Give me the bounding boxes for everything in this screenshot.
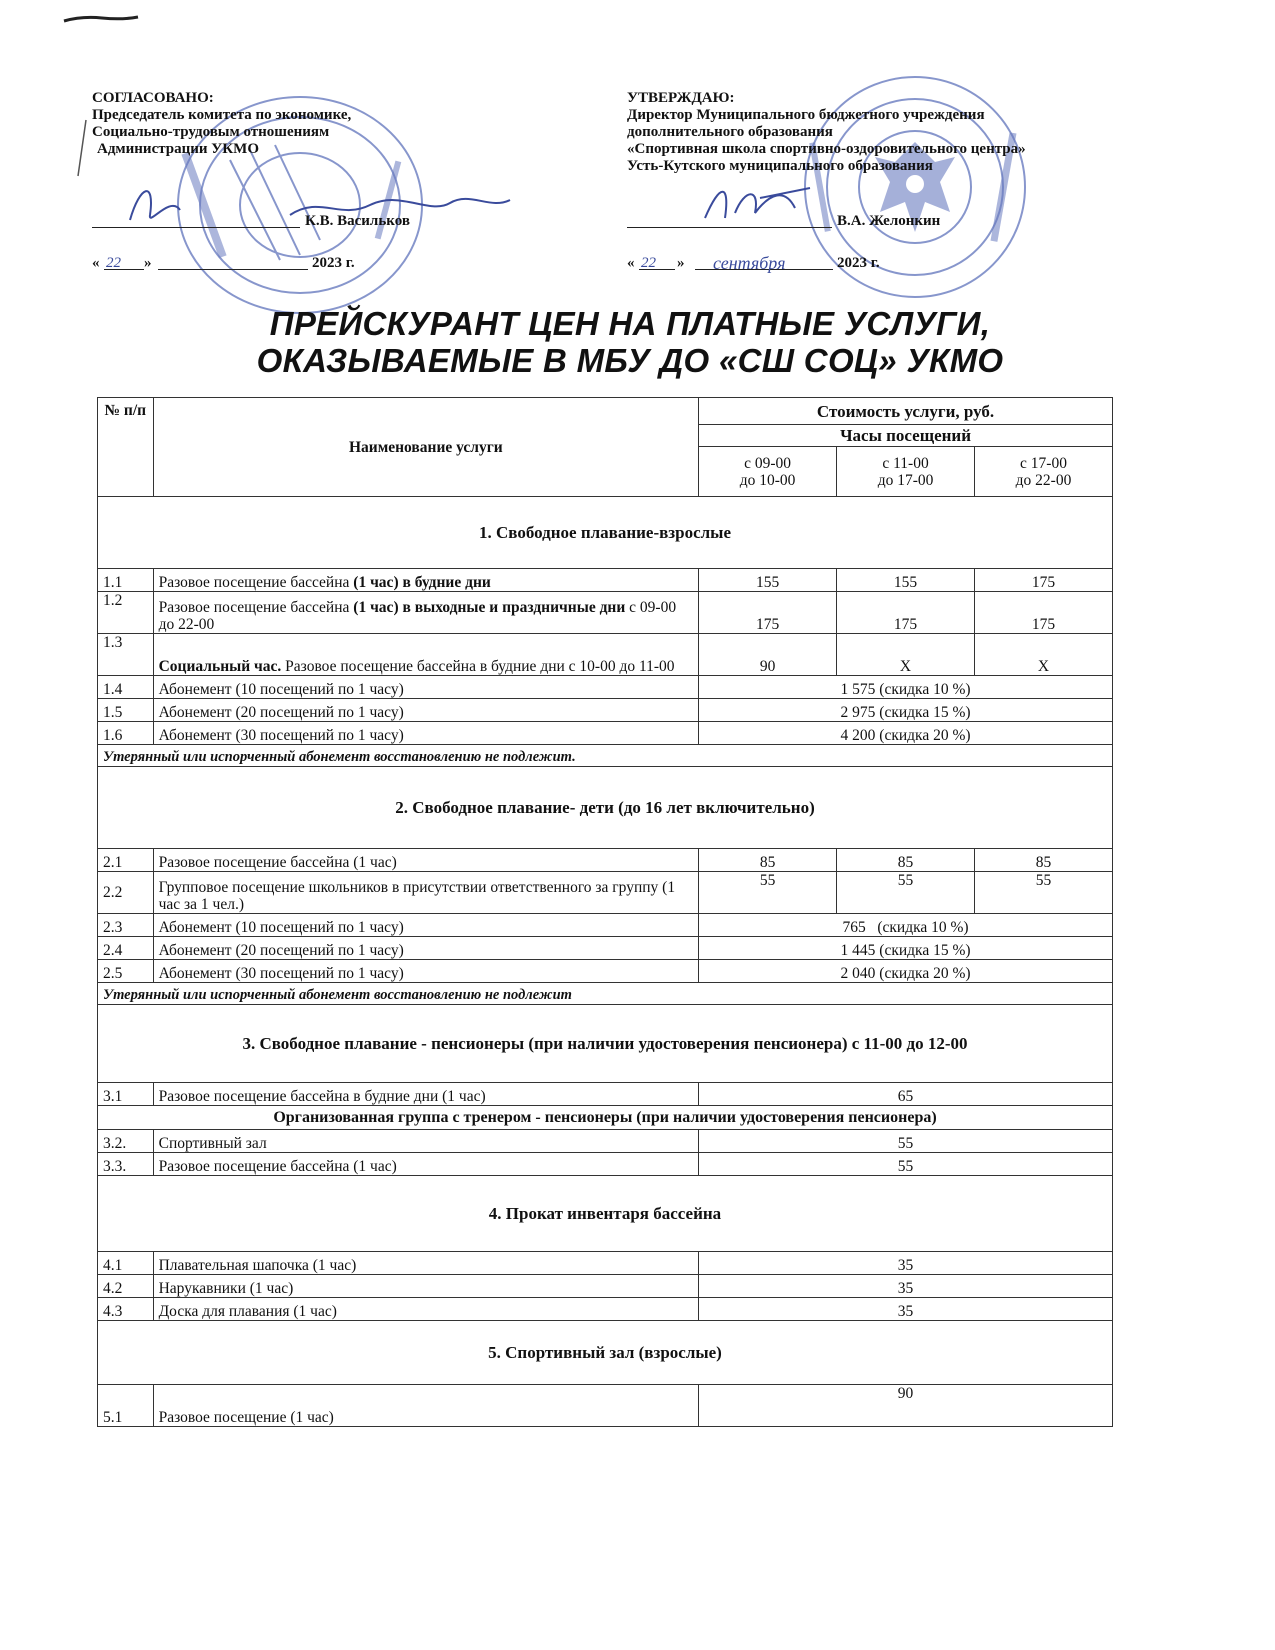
price-cell: Х [975,634,1113,676]
price-cell: 55 [837,872,975,914]
price-cell: 765 (скидка 10 %) [699,914,1113,937]
row-num: 1.4 [98,676,154,699]
table-row [98,1298,1113,1321]
row-name-part: Разовое посещение бассейна в будние дни с 10-00 до 11-00 [281,658,675,675]
section-1-note: Утерянный или испорченный абонемент восстановлению не подлежит. [98,745,1113,767]
row-num: 4.2 [98,1275,154,1298]
section-4-title: 4. Прокат инвентаря бассейна [98,1176,1113,1252]
section-2-note: Утерянный или испорченный абонемент восстановлению не подлежит [98,983,1113,1005]
date-quote-close: » [677,255,685,271]
table-row [98,872,1113,914]
approval-right-date [627,254,1107,272]
price-cell: 90 [699,634,837,676]
approval-right-org: «Спортивная школа спортивно-оздоровительного центра» [627,141,1026,157]
price-cell: 175 [975,569,1113,592]
date-month-line [158,269,308,270]
row-num: 2.3 [98,914,154,937]
table-row [98,634,1113,676]
price-cell: 55 [699,1130,1113,1153]
section-2-title: 2. Свободное плавание- дети (до 16 лет включительно) [98,767,1113,849]
table-row [98,676,1113,699]
table-row [98,722,1113,745]
price-cell: 175 [837,592,975,634]
price-cell: 155 [699,569,837,592]
table-row [98,569,1113,592]
approval-left-date [92,254,492,272]
row-name: Спортивный зал [153,1130,698,1153]
approval-left-signer: К.В. Васильков [305,213,410,229]
row-name [153,634,698,676]
approval-right-block [627,90,1107,272]
table-row [98,1130,1113,1153]
price-cell: 2 040 (скидка 20 %) [699,960,1113,983]
section-row [98,1321,1113,1385]
slot-3-from: с 17-00 [1020,454,1067,472]
row-num: 2.2 [98,872,154,914]
price-cell: 55 [975,872,1113,914]
table-row [98,960,1113,983]
header-num: № п/п [98,398,154,497]
price-cell: 35 [699,1298,1113,1321]
price-cell: 1 575 (скидка 10 %) [699,676,1113,699]
table-row [98,699,1113,722]
price-cell: 90 [699,1385,1113,1427]
section-3-subheader: Организованная группа с тренером - пенсионеры (при наличии удостоверения пенсионера) [98,1106,1113,1130]
price-cell: 1 445 (скидка 15 %) [699,937,1113,960]
section-3-title: 3. Свободное плавание - пенсионеры (при наличии удостоверения пенсионера) с 11-00 до 12-00 [98,1005,1113,1083]
note-row [98,983,1113,1005]
section-1-title: 1. Свободное плавание-взрослые [98,497,1113,569]
row-num: 4.3 [98,1298,154,1321]
row-num: 2.4 [98,937,154,960]
left-handwritten-signature [110,175,520,235]
approval-right-date-month: сентября [713,253,786,273]
price-cell: 55 [699,872,837,914]
date-quote-open: « [627,255,635,271]
date-quote-open: « [92,255,100,271]
row-name-bold: (1 час) в будние дни [349,574,491,591]
row-name: Разовое посещение (1 час) [153,1385,698,1427]
page-title [150,305,1110,379]
row-name: Разовое посещение бассейна (1 час) [153,1153,698,1176]
header-name: Наименование услуги [153,398,698,497]
slot-3-to: до 22-00 [1015,471,1072,489]
approval-right-org-2: Усть-Кутского муниципального образования [627,158,933,174]
price-cell: 4 200 (скидка 20 %) [699,722,1113,745]
row-num: 2.1 [98,849,154,872]
approval-right-date-year: 2023 г. [837,255,880,271]
section-5-title: 5. Спортивный зал (взрослые) [98,1321,1113,1385]
row-name-bold: (1 час) в выходные и праздничные дни [349,599,626,616]
table-row [98,937,1113,960]
price-cell: 155 [837,569,975,592]
section-row [98,767,1113,849]
row-num: 3.1 [98,1083,154,1106]
slot-2-to: до 17-00 [877,471,934,489]
row-name: Абонемент (20 посещений по 1 часу) [153,937,698,960]
approval-right-position: Директор Муниципального бюджетного учреждения [627,107,985,123]
approval-right-position-2: дополнительного образования [627,124,833,140]
row-num: 1.3 [98,634,154,676]
date-quote-close: » [144,255,152,271]
approval-left-date-day: 22 [106,255,121,271]
table-row [98,1385,1113,1427]
right-handwritten-signature [700,178,820,228]
price-cell: 35 [699,1252,1113,1275]
table-row [98,1252,1113,1275]
header-slot-1 [699,447,837,497]
row-num: 4.1 [98,1252,154,1275]
approval-left-date-year: 2023 г. [312,255,355,271]
row-num: 1.2 [98,592,154,634]
section-row [98,497,1113,569]
row-name-bold: Социальный час. [158,658,282,675]
row-name: Абонемент (30 посещений по 1 часу) [153,960,698,983]
table-row [98,592,1113,634]
slot-1-from: с 09-00 [744,454,792,472]
price-cell: 2 975 (скидка 15 %) [699,699,1113,722]
row-num: 1.6 [98,722,154,745]
row-name: Разовое посещение бассейна в будние дни (1 час) [153,1083,698,1106]
price-cell: 85 [699,849,837,872]
row-name: Абонемент (20 посещений по 1 часу) [153,699,698,722]
row-name: Групповое посещение школьников в присутствии ответственного за группу (1 час за 1 чел.) [153,872,698,914]
slot-1-to: до 10-00 [739,471,796,489]
slot-2-from: с 11-00 [882,454,929,472]
scan-artifact [74,118,88,178]
scan-artifact [62,12,140,26]
row-num: 5.1 [98,1385,154,1427]
row-num: 2.5 [98,960,154,983]
table-row [98,914,1113,937]
price-cell: 55 [699,1153,1113,1176]
page-title-line-2: ОКАЗЫВАЕМЫЕ В МБУ ДО «СШ СОЦ» УКМО [256,342,1004,379]
row-num: 3.3. [98,1153,154,1176]
row-name: Плавательная шапочка (1 час) [153,1252,698,1275]
approval-left-position-2: Социально-трудовым отношениям [92,124,330,140]
approval-right-heading: УТВЕРЖДАЮ: [627,90,735,106]
price-cell: 175 [699,592,837,634]
row-name [153,569,698,592]
row-name: Доска для плавания (1 час) [153,1298,698,1321]
row-name: Абонемент (10 посещений по 1 часу) [153,914,698,937]
row-name: Нарукавники (1 час) [153,1275,698,1298]
row-name: Абонемент (30 посещений по 1 часу) [153,722,698,745]
approval-left-position: Председатель комитета по экономике, [92,107,352,123]
row-num: 3.2. [98,1130,154,1153]
page-title-line-1: ПРЕЙСКУРАНТ ЦЕН НА ПЛАТНЫЕ УСЛУГИ, [269,305,991,342]
note-row [98,745,1113,767]
row-name: Разовое посещение бассейна (1 час) [153,849,698,872]
header-slot-2 [837,447,975,497]
price-cell: 85 [975,849,1113,872]
row-num: 1.5 [98,699,154,722]
table-row [98,1275,1113,1298]
price-cell: Х [837,634,975,676]
table-row [98,849,1113,872]
header-cost: Стоимость услуги, руб. [699,398,1113,425]
section-row [98,1176,1113,1252]
table-header-row [98,398,1113,425]
approval-right-signer: В.А. Желонкин [837,213,941,229]
price-table [97,397,1113,1427]
approval-left-org: Администрации УКМО [97,141,260,157]
row-num: 1.1 [98,569,154,592]
header-slot-3 [975,447,1113,497]
row-name: Абонемент (10 посещений по 1 часу) [153,676,698,699]
price-cell: 85 [837,849,975,872]
approval-right-date-day: 22 [641,255,656,271]
row-name-part: с 09-00 до 22-00 [158,599,677,633]
row-name-part: Разовое посещение бассейна [158,574,350,591]
subheader-row [98,1106,1113,1130]
approval-left-heading: СОГЛАСОВАНО: [92,90,214,106]
row-name-part: Разовое посещение бассейна [158,599,350,616]
table-row [98,1083,1113,1106]
price-cell: 35 [699,1275,1113,1298]
approval-right-signature-row [627,212,1107,230]
price-cell: 65 [699,1083,1113,1106]
row-name [153,592,698,634]
header-hours: Часы посещений [699,425,1113,447]
price-cell: 175 [975,592,1113,634]
table-row [98,1153,1113,1176]
section-row [98,1005,1113,1083]
